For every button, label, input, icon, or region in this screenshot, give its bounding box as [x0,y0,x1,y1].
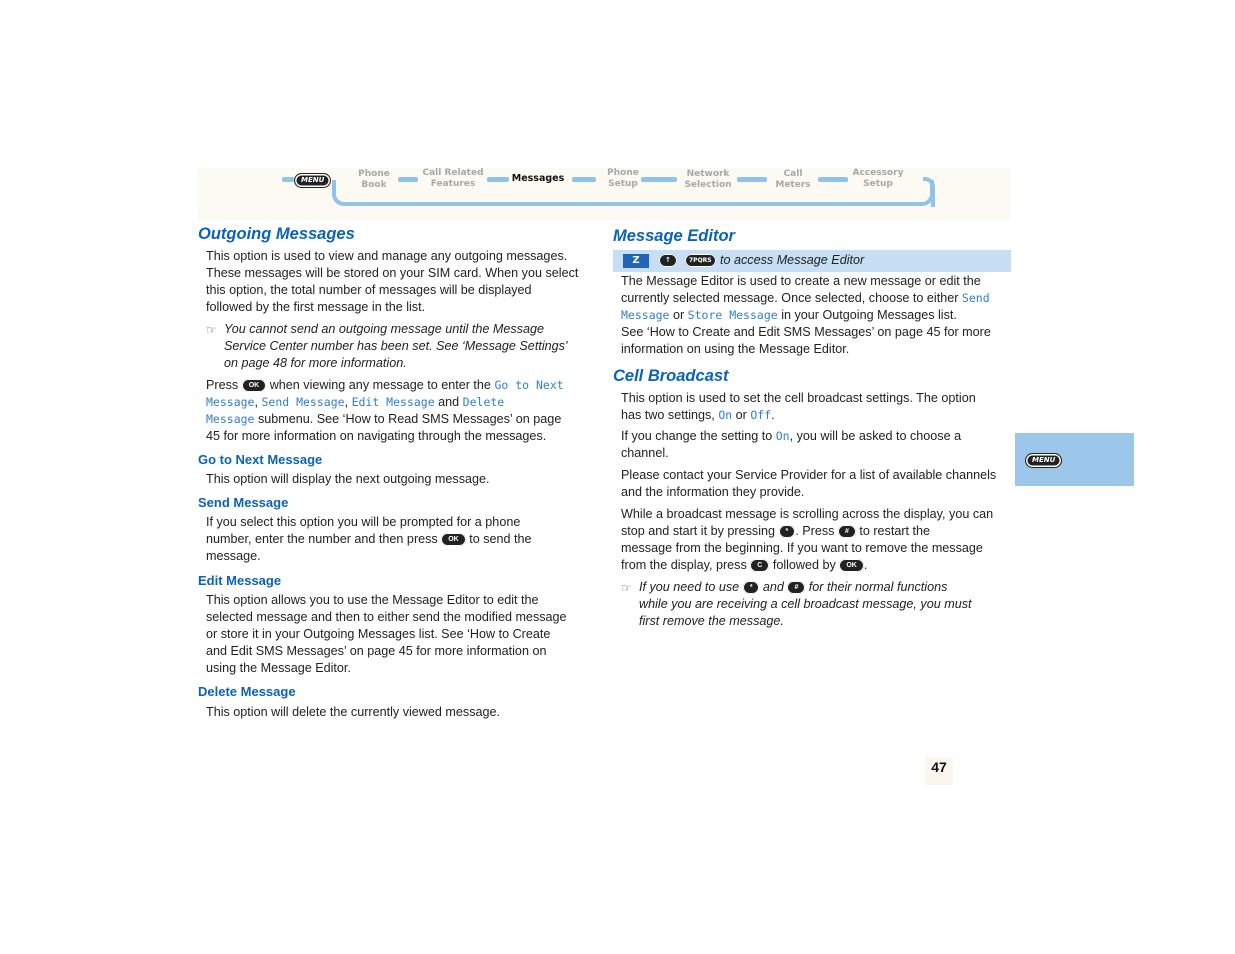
go-to-next-text: This option will display the next outgoing message. [206,472,490,486]
nav-label: Book [361,180,387,190]
cell-broadcast-provider [621,467,1016,501]
note-hand-icon: ☞ [206,323,217,337]
cell-broadcast-note [639,579,1019,630]
text-line: While a broadcast message is scrolling across the display, you can [621,507,994,521]
note-hand-icon: ☞ [621,581,632,595]
text: stop and start it by pressing [621,524,776,538]
nav-item-network-selection[interactable] [678,169,738,191]
text-line: Please contact your Service Provider for a list of available channels [621,468,997,482]
text: , you will be asked to choose a [789,429,962,443]
ok-key-icon: OK [441,533,466,546]
text-line: this option, the total number of messages will be displayed [206,283,532,297]
nav-label: Phone [358,169,390,179]
nav-label: Call Related [422,168,484,178]
z-key-icon: Z [623,254,649,268]
menu-option: Delete [462,395,505,409]
menu-key-icon: MENU [294,173,331,188]
send-message-text [206,514,606,565]
text: Press [206,378,239,392]
text-line: channel. [621,446,669,460]
text: number, enter the number and then press [206,532,438,546]
nav-label: Setup [863,179,893,189]
delete-message-text: This option will delete the currently viewed message. [206,705,500,719]
nav-connector [282,177,294,182]
text: . Press [795,524,835,538]
access-bar [613,250,1011,272]
text-line: These messages will be stored on your SIM card. When you select [206,266,579,280]
text-line: using the Message Editor. [206,661,351,675]
message-editor-text [621,273,1016,358]
text-line: This option is used to view and manage any outgoing messages. [206,249,568,263]
cell-broadcast-scrolling [621,506,1016,574]
access-text: to access Message Editor [720,253,865,267]
text-line: If you select this option you will be prompted for a phone [206,515,521,529]
text: when viewing any message to enter the [269,378,491,392]
menu-option: Message [206,395,255,409]
text: to send the [469,532,532,546]
menu-option: Go to Next [494,378,564,392]
text: followed by [772,558,836,572]
menu-option: Store Message [687,308,778,322]
ok-key-icon: OK [839,559,864,572]
note-line: Service Center number has been set. See ‘Message Settings’ [224,339,568,353]
note-line: on page 48 for more information. [224,356,407,370]
star-key-icon: * [779,525,796,538]
nav-item-call-meters[interactable] [766,169,820,191]
page-number: 47 [925,757,953,785]
menu-option: Send [961,291,990,305]
nav-label: Selection [684,180,732,190]
text: , [344,395,349,409]
nav-label: Meters [775,180,811,190]
subsection-title-delete-message: Delete Message [198,684,296,699]
text: If you need to use [639,580,740,594]
chapter-tab [1015,433,1134,486]
text: If you change the setting to [621,429,773,443]
text: from the display, press [621,558,747,572]
nav-item-messages[interactable] [506,173,570,184]
text: submenu. See ‘How to Read SMS Messages’ on page [257,412,562,426]
text-line: This option is used to set the cell broadcast settings. The option [621,391,976,405]
nav-label: Setup [608,179,638,189]
nav-label: Messages [511,173,565,184]
cell-broadcast-intro [621,390,1016,424]
nav-bar [198,168,1010,220]
text-line: message. [206,549,261,563]
subsection-title-edit-message: Edit Message [198,573,282,588]
text-line: selected message and then to either send the modified message [206,610,567,624]
text-line: and the information they provide. [621,485,805,499]
menu-option: Off [750,408,772,422]
press-ok-paragraph [206,377,606,445]
text: or [672,308,685,322]
text: in your Outgoing Messages list. [781,308,957,322]
text: . [863,558,868,572]
hash-key-icon: # [787,581,805,594]
note-line: first remove the message. [639,614,784,628]
note-line: while you are receiving a cell broadcast message, you must [639,597,972,611]
ok-key-icon: OK [242,379,267,392]
text: and [438,395,460,409]
text-line: 45 for more information on navigating through the messages. [206,429,547,443]
text: to restart the [859,524,931,538]
nav-label: Phone [607,168,639,178]
nav-label: Call [783,169,803,179]
nav-label: Features [430,179,476,189]
nav-track-end [923,177,935,207]
text-line: See ‘How to Create and Edit SMS Messages’ on page 45 for more [621,325,991,339]
nav-item-phone-book[interactable] [348,169,400,191]
section-title-outgoing-messages: Outgoing Messages [198,225,355,243]
nav-item-accessory-setup[interactable] [846,168,910,190]
c-key-icon: C [750,559,769,572]
menu-option: Send Message [261,395,345,409]
hash-key-icon: # [838,525,856,538]
nav-label: Network [686,169,730,179]
up-key-icon: ↑ [659,254,677,267]
text: for their normal functions [808,580,948,594]
text-line: message from the beginning. If you want to remove the message [621,541,983,555]
section-title-cell-broadcast: Cell Broadcast [613,367,729,385]
text: , [254,395,258,409]
text-line: information on using the Message Editor. [621,342,850,356]
text-line: This option allows you to use the Message Editor to edit the [206,593,539,607]
nav-label: Accessory [852,168,904,178]
text-line: The Message Editor is used to create a new message or edit the [621,274,981,288]
text: currently selected message. Once selected, choose to either [621,291,959,305]
text: and [762,580,784,594]
nav-item-call-related[interactable] [418,168,488,190]
outgoing-note [224,321,604,372]
menu-option: Edit Message [351,395,435,409]
menu-key-icon: MENU [1025,453,1062,468]
text: has two settings, [621,408,715,422]
nav-item-phone-setup[interactable] [598,168,648,190]
text-line: and Edit SMS Messages’ on page 45 for more information on [206,644,547,658]
section-title-message-editor: Message Editor [613,227,735,245]
menu-option: On [718,408,733,422]
subsection-title-send-message: Send Message [198,495,289,510]
text-line: followed by the first message in the list. [206,300,426,314]
seven-key-icon: 7PQRS [685,254,716,267]
note-line: You cannot send an outgoing message until the Message [224,322,544,336]
subsection-title-go-to-next: Go to Next Message [198,452,323,467]
edit-message-text [206,592,606,677]
text-line: or store it in your Outgoing Messages list. See ‘How to Create [206,627,551,641]
star-key-icon: * [743,581,760,594]
menu-option: Message [206,412,255,426]
text: or [735,408,747,422]
outgoing-intro [206,248,606,316]
menu-option: Message [621,308,670,322]
menu-option: On [775,429,790,443]
text: . [771,408,775,422]
cell-broadcast-on [621,428,1016,462]
